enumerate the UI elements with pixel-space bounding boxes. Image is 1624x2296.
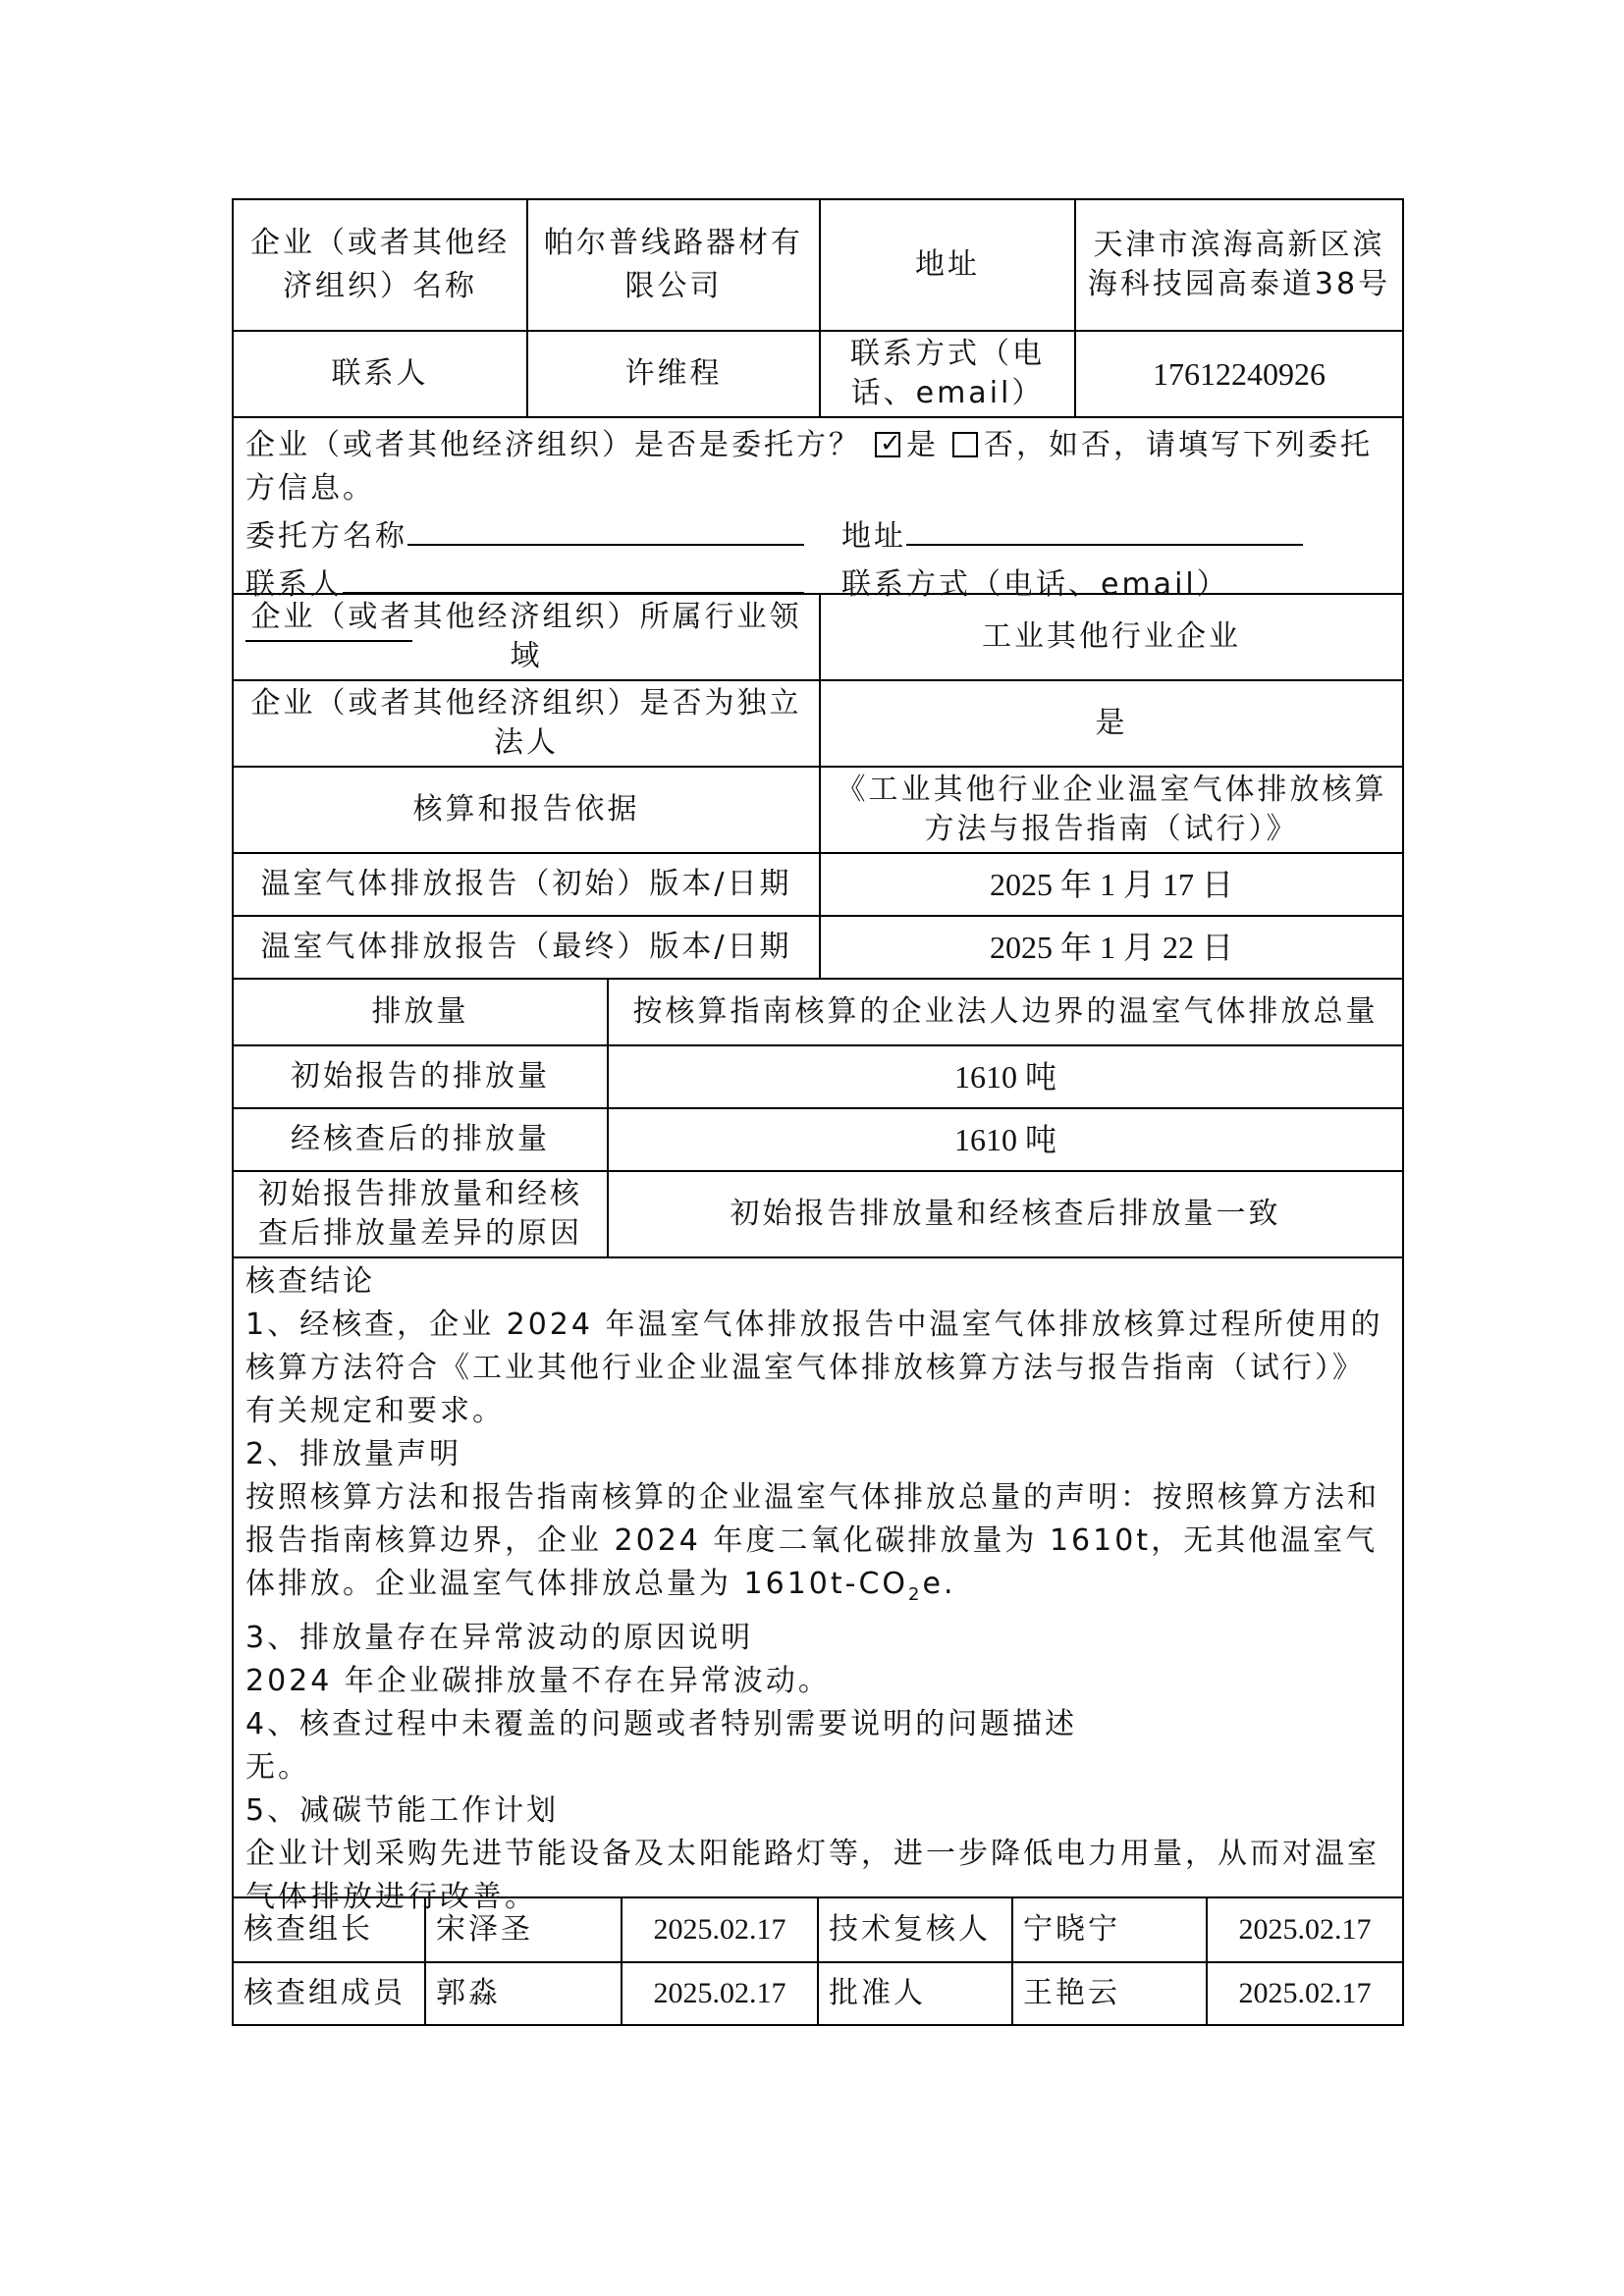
entrust-section [232, 418, 1404, 602]
client-address-label: 地址 [841, 519, 906, 554]
client-contact-label: 联系人 [245, 567, 343, 602]
date-approver: 2025.02.17 [1238, 1977, 1372, 2009]
contact-method-value: 17612240926 [1153, 356, 1326, 392]
signature-row [234, 1898, 1402, 1961]
diff-reason-label: 初始报告排放量和经核查后排放量差异的原因 [234, 1172, 609, 1256]
emission-statement-end: e. [922, 1567, 956, 1601]
name-approver: 王艳云 [1013, 1963, 1208, 2024]
name-team-member: 郭淼 [426, 1963, 623, 2024]
conclusion-heading-4: 4、核查过程中未覆盖的问题或者特别需要说明的问题描述 [245, 1707, 1078, 1741]
name-team-leader: 宋泽圣 [426, 1898, 623, 1961]
conclusion-paragraph-2 [245, 1476, 1390, 1617]
conclusion-title: 核查结论 [245, 1264, 375, 1299]
basis-label: 核算和报告依据 [234, 768, 821, 852]
client-name-field[interactable] [407, 510, 804, 546]
conclusion-section [232, 1258, 1404, 1914]
verification-form [232, 198, 1404, 2026]
entrust-question: 企业（或者其他经济组织）是否是委托方？ [245, 428, 861, 462]
diff-reason-value: 初始报告排放量和经核查后排放量一致 [730, 1197, 1281, 1231]
final-report-value: 2025 年 1 月 22 日 [989, 930, 1233, 965]
date-team-member: 2025.02.17 [623, 1963, 819, 2024]
no-checkbox[interactable] [952, 432, 978, 457]
emission-statement-text: 按照核算方法和报告指南核算的企业温室气体排放总量的声明：按照核算方法和报告指南核算边界，企业 2024 年度二氧化碳排放量为 1610t，无其他温室气体排放。企业温室气体排放总量为 1610t-CO [245, 1480, 1380, 1601]
emission-label: 排放量 [234, 980, 609, 1044]
role-team-leader: 核查组长 [234, 1898, 426, 1961]
date-team-leader: 2025.02.17 [623, 1898, 819, 1961]
verified-emission-label: 经核查后的排放量 [234, 1109, 609, 1170]
client-contact-field[interactable] [343, 559, 804, 594]
contact-label: 联系人 [234, 332, 528, 416]
client-name-label: 委托方名称 [245, 519, 407, 554]
conclusion-paragraph-4: 无。 [245, 1750, 310, 1785]
legal-person-label: 企业（或者其他经济组织）是否为独立法人 [234, 681, 821, 766]
conclusion-heading-3: 3、排放量存在异常波动的原因说明 [245, 1621, 754, 1655]
co2-subscript: 2 [908, 1584, 923, 1605]
role-approver: 批准人 [819, 1963, 1013, 2024]
signature-section [232, 1898, 1404, 2026]
address-label: 地址 [821, 200, 1076, 330]
yes-label: 是 [906, 428, 939, 462]
final-report-label: 温室气体排放报告（最终）版本/日期 [234, 917, 821, 978]
report-info-section [232, 595, 1404, 980]
address-value: 天津市滨海高新区滨海科技园高泰道38号 [1087, 228, 1391, 301]
initial-report-value: 2025 年 1 月 17 日 [989, 867, 1233, 902]
legal-person-value: 是 [1095, 706, 1128, 740]
initial-emission-value: 1610 吨 [953, 1059, 1056, 1095]
client-address-field[interactable] [906, 510, 1303, 546]
industry-label: 企业（或者其他经济组织）所属行业领域 [234, 595, 821, 679]
emissions-section [232, 980, 1404, 1258]
contact-value: 许维程 [528, 332, 821, 416]
conclusion-paragraph-3: 2024 年企业碳排放量不存在异常波动。 [245, 1664, 831, 1698]
date-tech-reviewer: 2025.02.17 [1238, 1913, 1372, 1946]
enterprise-name-label: 企业（或者其他经济组织）名称 [234, 200, 528, 330]
name-tech-reviewer: 宁晓宁 [1013, 1898, 1208, 1961]
industry-value: 工业其他行业企业 [982, 619, 1241, 654]
no-label: 否，如否，请填写下列委托方信息。 [245, 428, 1373, 506]
basis-value: 《工业其他行业企业温室气体排放核算方法与报告指南（试行）》 [836, 773, 1387, 846]
contact-method-label: 联系方式（电话、email） [821, 332, 1076, 416]
verified-emission-value: 1610 吨 [953, 1122, 1056, 1157]
conclusion-heading-5: 5、减碳节能工作计划 [245, 1793, 560, 1828]
signature-row [234, 1961, 1402, 2024]
initial-emission-label: 初始报告的排放量 [234, 1046, 609, 1107]
role-tech-reviewer: 技术复核人 [819, 1898, 1013, 1961]
conclusion-paragraph-1: 1、经核查，企业 2024 年温室气体排放报告中温室气体排放核算过程所使用的核算方法符合《工业其他行业企业温室气体排放核算方法与报告指南（试行）》有关规定和要求。 [245, 1308, 1383, 1428]
initial-report-label: 温室气体排放报告（初始）版本/日期 [234, 854, 821, 915]
enterprise-info-section [232, 198, 1404, 418]
conclusion-paragraph-5: 企业计划采购先进节能设备及太阳能路灯等，进一步降低电力用量，从而对温室气体排放进行改善。 [245, 1837, 1380, 1914]
yes-checkbox[interactable] [875, 428, 901, 458]
enterprise-name-value: 帕尔普线路器材有限公司 [528, 200, 821, 330]
client-contact-method-label: 联系方式（电话、email） [841, 567, 1229, 602]
emission-desc: 按核算指南核算的企业法人边界的温室气体排放总量 [632, 994, 1379, 1029]
conclusion-heading-2: 2、排放量声明 [245, 1437, 462, 1471]
check-mark-icon: ✓ [880, 428, 901, 458]
role-team-member: 核查组成员 [234, 1963, 426, 2024]
